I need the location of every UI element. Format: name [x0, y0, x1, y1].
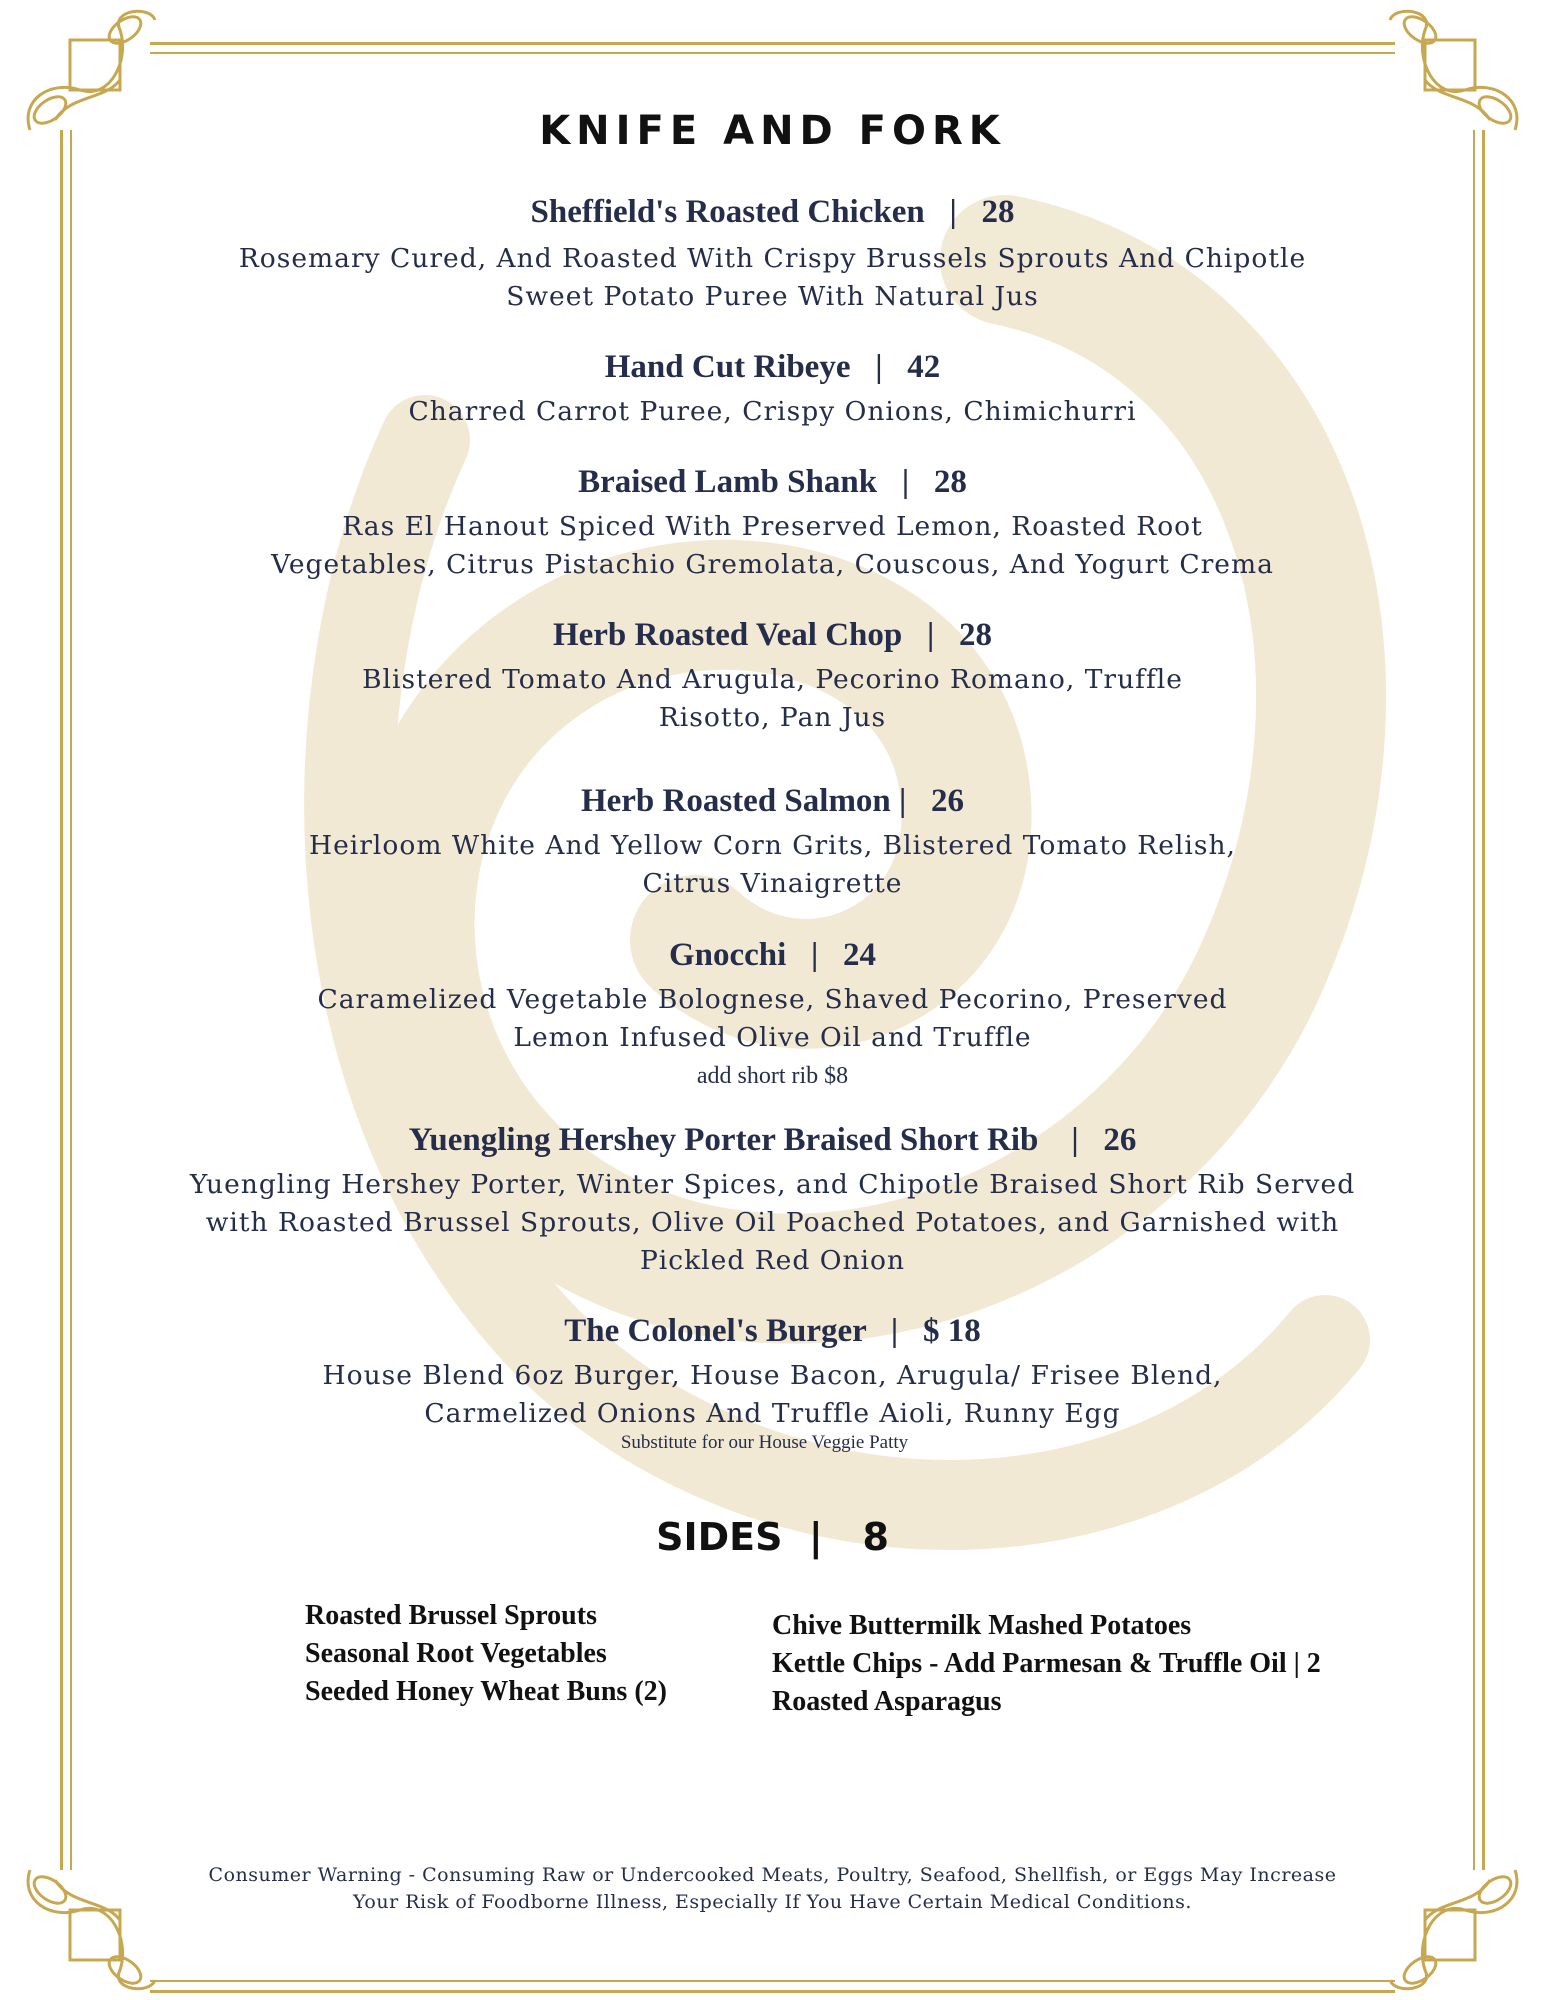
description-line: Caramelized Vegetable Bolognese, Shaved Pecorino, Preserved: [317, 984, 1228, 1015]
description-line: House Blend 6oz Burger, House Bacon, Arugula/ Frisee Blend,: [322, 1360, 1223, 1391]
menu-item-substitute-note: Substitute for our House Veggie Patty: [620, 1432, 909, 1453]
menu-item-name: Gnocchi | 24: [668, 937, 877, 973]
description-line: Sweet Potato Puree With Natural Jus: [506, 281, 1039, 312]
description-line: with Roasted Brussel Sprouts, Olive Oil Poached Potatoes, and Garnished with: [205, 1207, 1340, 1238]
sides-heading: SIDES | 8: [656, 1515, 889, 1559]
menu-item-description: [0, 508, 1545, 584]
side-item: Kettle Chips - Add Parmesan & Truffle Oil | 2: [772, 1648, 1321, 1679]
description-line: Citrus Vinaigrette: [642, 868, 903, 899]
menu-item-name: Hand Cut Ribeye | 42: [604, 349, 941, 385]
consumer-warning: [0, 1862, 1545, 1916]
description-line: Blistered Tomato And Arugula, Pecorino Romano, Truffle: [362, 664, 1183, 695]
menu-item-description: [0, 981, 1545, 1057]
border-bottom-outer: [150, 1990, 1395, 1993]
border-top-outer: [150, 42, 1395, 45]
menu-item-description: [0, 393, 1545, 431]
menu-item-description: [0, 1166, 1545, 1280]
menu-item-name: Sheffield's Roasted Chicken | 28: [530, 194, 1015, 230]
description-line: Lemon Infused Olive Oil and Truffle: [513, 1022, 1032, 1053]
menu-item-description: [0, 827, 1545, 903]
menu-item-name: Braised Lamb Shank | 28: [578, 464, 967, 500]
side-item: Seasonal Root Vegetables: [305, 1638, 607, 1669]
warning-line: Your Risk of Foodborne Illness, Especially If You Have Certain Medical Conditions.: [353, 1891, 1192, 1913]
sides-right-column: [772, 1607, 1321, 1721]
menu-title: KNIFE AND FORK: [539, 108, 1006, 154]
menu-item-addon-note: add short rib $8: [696, 1063, 849, 1089]
menu-item-name: Herb Roasted Salmon | 26: [580, 783, 965, 819]
description-line: Carmelized Onions And Truffle Aioli, Runny Egg: [424, 1398, 1121, 1429]
side-item: Seeded Honey Wheat Buns (2): [305, 1676, 667, 1707]
description-line: Vegetables, Citrus Pistachio Gremolata, Couscous, And Yogurt Crema: [271, 549, 1274, 580]
sides-left-column: [305, 1597, 667, 1711]
side-item: Chive Buttermilk Mashed Potatoes: [772, 1610, 1192, 1641]
menu-item-name: The Colonel's Burger | $ 18: [564, 1313, 981, 1349]
border-bottom-inner: [150, 1980, 1395, 1982]
menu-item-name: Herb Roasted Veal Chop | 28: [552, 617, 993, 653]
menu-item-description: [0, 1357, 1545, 1433]
description-line: Pickled Red Onion: [639, 1245, 906, 1276]
menu-item-name: Yuengling Hershey Porter Braised Short Rib | 26: [408, 1122, 1137, 1158]
menu-item-description: [0, 240, 1545, 316]
description-line: Rosemary Cured, And Roasted With Crispy Brussels Sprouts And Chipotle: [238, 243, 1307, 274]
description-line: Charred Carrot Puree, Crispy Onions, Chimichurri: [408, 396, 1137, 427]
description-line: Heirloom White And Yellow Corn Grits, Blistered Tomato Relish,: [309, 830, 1236, 861]
side-item: Roasted Asparagus: [772, 1686, 1002, 1717]
description-line: Risotto, Pan Jus: [658, 702, 887, 733]
border-top-inner: [150, 52, 1395, 54]
side-item: Roasted Brussel Sprouts: [305, 1600, 597, 1631]
description-line: Yuengling Hershey Porter, Winter Spices, and Chipotle Braised Short Rib Served: [189, 1169, 1356, 1200]
description-line: Ras El Hanout Spiced With Preserved Lemon, Roasted Root: [342, 511, 1203, 542]
warning-line: Consumer Warning - Consuming Raw or Undercooked Meats, Poultry, Seafood, Shellfish, or Eggs May Increase: [208, 1864, 1337, 1886]
menu-item-description: [0, 661, 1545, 737]
